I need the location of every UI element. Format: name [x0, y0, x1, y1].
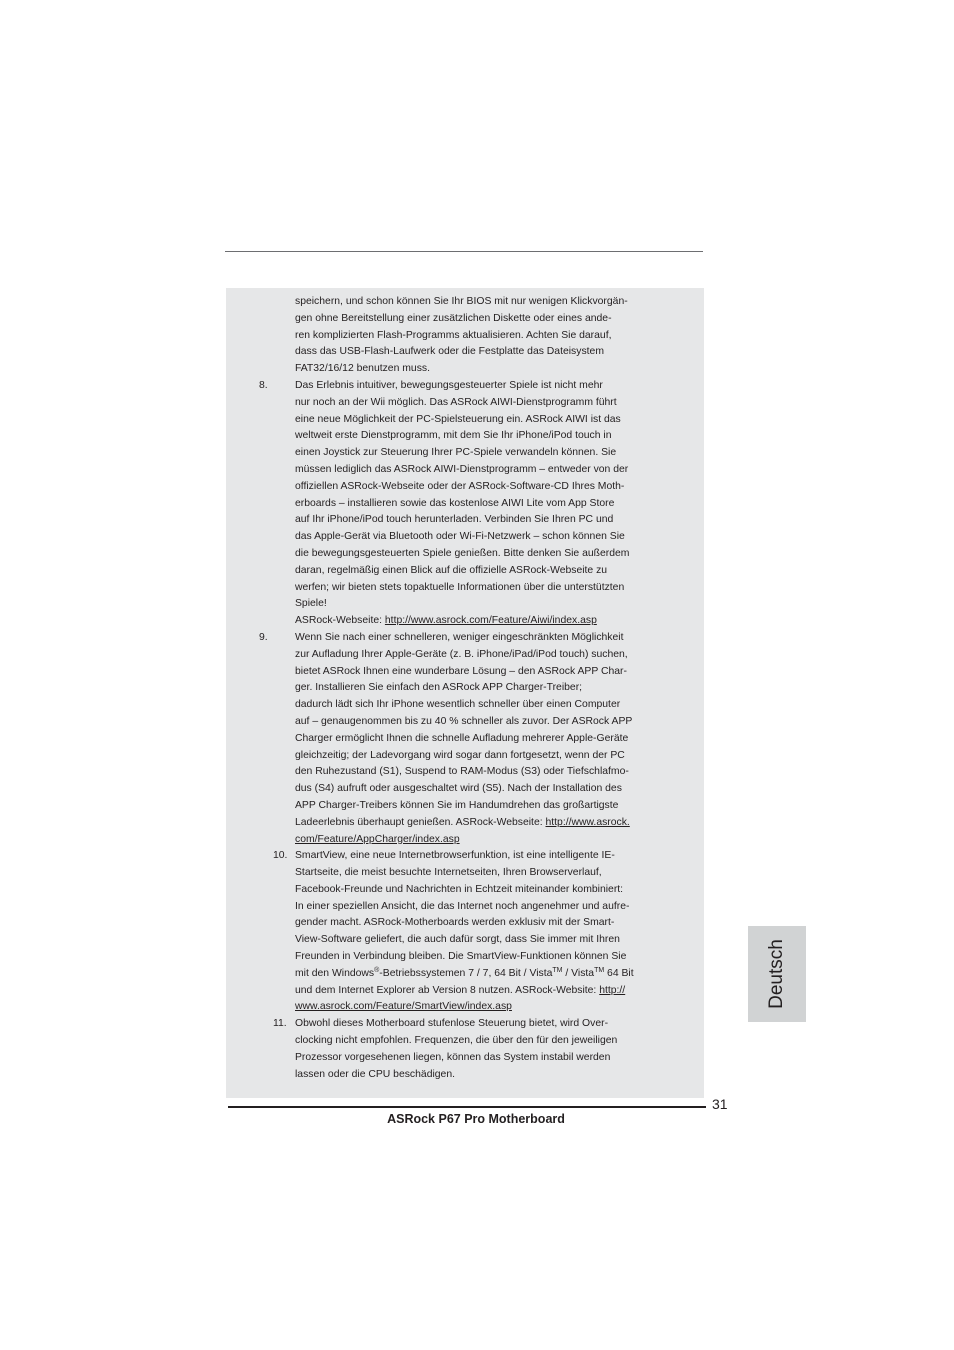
text-line: SmartView, eine neue Internetbrowserfunktion, ist eine intelligente IE- — [295, 850, 615, 862]
text-line: auf – genaugenommen bis zu 40 % schneller als zuvor. Der ASRock APP — [295, 715, 633, 727]
os-text: 64 Bit — [604, 967, 634, 979]
top-divider — [225, 251, 703, 252]
text-line: dadurch lädt sich Ihr iPhone wesentlich schneller über einen Computer — [295, 699, 621, 711]
text-line: Freunden in Verbindung bleiben. Die SmartView-Funktionen können Sie — [295, 951, 627, 963]
os-text: -Betriebssystemen 7 / 7, 64 Bit / Vista — [379, 967, 553, 979]
registered-mark: ® — [374, 966, 380, 974]
item-number: 8. — [259, 379, 268, 391]
text-line: offiziellen ASRock-Webseite oder der ASRock-Software-CD Ihres Moth- — [295, 480, 625, 492]
text-line: Charger ermöglicht Ihnen die schnelle Aufladung mehrerer Apple-Geräte — [295, 732, 629, 744]
smartview-link-cont[interactable]: www.asrock.com/Feature/SmartView/index.asp — [295, 1001, 512, 1013]
text-line: zur Aufladung Ihrer Apple-Geräte (z. B. iPhone/iPad/iPod touch) suchen, — [295, 648, 628, 660]
bottom-divider — [228, 1106, 706, 1108]
os-text: mit den Windows — [295, 967, 375, 979]
trademark-mark: TM — [594, 966, 605, 974]
website-label: und dem Internet Explorer ab Version 8 nutzen. ASRock-Website: — [295, 984, 600, 996]
list-item-11 — [226, 1016, 704, 1083]
text-line: FAT32/16/12 benutzen muss. — [295, 363, 430, 375]
text-line: View-Software geliefert, die auch dafür sorgt, dass Sie immer mit Ihren — [295, 934, 620, 946]
text-line: erboards – installieren sowie das kostenlose AIWI Lite vom App Store — [295, 497, 615, 509]
text-line: clocking nicht empfohlen. Frequenzen, die über den für den jeweiligen — [295, 1035, 618, 1047]
text-line: weltweit erste Dienstprogramm, mit dem Sie Ihr iPhone/iPod touch in — [295, 430, 612, 442]
item-number: 11. — [273, 1018, 287, 1030]
text-line: Spiele! — [295, 598, 327, 610]
link-continuation — [295, 999, 704, 1016]
language-label: Deutsch — [766, 939, 787, 1009]
website-line — [295, 983, 704, 1000]
smartview-link[interactable]: http:// — [599, 984, 626, 996]
os-text: / Vista — [562, 967, 595, 979]
text-line: bietet ASRock Ihnen eine wunderbare Lösung – den ASRock APP Char- — [295, 665, 627, 677]
text-line: ren komplizierten Flash-Programms aktualisieren. Achten Sie darauf, — [295, 329, 612, 341]
website-label: Ladeerlebnis überhaupt genießen. ASRock-Webseite: — [295, 816, 546, 828]
text-line: gender macht. ASRock-Motherboards werden exklusiv mit der Smart- — [295, 917, 615, 929]
text-line: das Apple-Gerät via Bluetooth oder Wi-Fi-Netzwerk – schon können Sie — [295, 531, 625, 543]
website-label: ASRock-Webseite: — [295, 615, 385, 627]
intro-paragraph — [226, 294, 704, 378]
list-item-8 — [226, 378, 704, 630]
text-line: dus (S4) aufruft oder ausgeschaltet wird (S5). Nach der Installation des — [295, 783, 622, 795]
text-line: auf Ihr iPhone/iPod touch herunterladen. Verbinden Sie Ihren PC und — [295, 514, 614, 526]
text-line: Prozessor vorgesehenen liegen, können das System instabil werden — [295, 1051, 611, 1063]
item-number: 9. — [259, 631, 268, 643]
text-line: Obwohl dieses Motherboard stufenlose Steuerung bietet, wird Over- — [295, 1018, 609, 1030]
list-item-9 — [226, 630, 704, 848]
text-line: die bewegungsgesteuerten Spiele genießen. Bitte denken Sie außerdem — [295, 547, 630, 559]
text-line: Wenn Sie nach einer schnelleren, weniger eingeschränkten Möglichkeit — [295, 631, 624, 643]
text-line: In einer speziellen Ansicht, die das Internet noch angenehmer und aufre- — [295, 900, 630, 912]
text-line: einen Joystick zur Steuerung Ihrer PC-Spiele verwandeln können. Sie — [295, 447, 617, 459]
text-line: nur noch an der Wii möglich. Das ASRock AIWI-Dienstprogramm führt — [295, 396, 617, 408]
text-line: speichern, und schon können Sie Ihr BIOS mit nur wenigen Klickvorgän- — [295, 296, 628, 307]
footer-title: ASRock P67 Pro Motherboard — [387, 1112, 565, 1126]
trademark-mark: TM — [552, 966, 563, 974]
text-line: den Ruhezustand (S1), Suspend to RAM-Modus (S3) oder Tiefschlafmo- — [295, 766, 629, 778]
website-line — [295, 613, 704, 630]
text-line: gleichzeitig; der Ladevorgang wird sogar dann fortgesetzt, wenn der PC — [295, 749, 625, 761]
text-line: Das Erlebnis intuitiver, bewegungsgesteuerter Spiele ist nicht mehr — [295, 379, 603, 391]
aiwi-link[interactable]: http://www.asrock.com/Feature/Aiwi/index.asp — [384, 615, 597, 627]
text-line: APP Charger-Treibers können Sie im Handumdrehen das großartigste — [295, 799, 619, 811]
os-line — [295, 966, 704, 983]
text-line: lassen oder die CPU beschädigen. — [295, 1068, 455, 1080]
text-line: Startseite, die meist besuchte Internetseiten, Ihren Browserverlauf, — [295, 867, 602, 879]
text-line: werfen; wir bieten stets topaktuelle Informationen über die unterstützten — [295, 581, 625, 593]
link-continuation — [295, 832, 704, 849]
website-line — [295, 815, 704, 832]
appcharger-link[interactable]: http://www.asrock. — [545, 816, 630, 828]
text-line: Facebook-Freunde und Nachrichten in Echtzeit miteinander kombiniert: — [295, 883, 624, 895]
item-number: 10. — [273, 850, 288, 862]
text-line: müssen lediglich das ASRock AIWI-Dienstprogramm – entweder von der — [295, 463, 629, 475]
appcharger-link-cont[interactable]: com/Feature/AppCharger/index.asp — [295, 833, 460, 845]
text-line: eine neue Möglichkeit der PC-Spielsteuerung ein. ASRock AIWI ist das — [295, 413, 621, 425]
text-line: dass das USB-Flash-Laufwerk oder die Festplatte das Dateisystem — [295, 346, 604, 358]
document-body — [226, 294, 704, 1083]
language-tab — [748, 926, 806, 1022]
text-line: daran, regelmäßig einen Blick auf die offizielle ASRock-Webseite zu — [295, 564, 608, 576]
page-number: 31 — [712, 1096, 728, 1112]
text-line: gen ohne Bereitstellung einer zusätzlichen Diskette oder eines ande- — [295, 312, 612, 324]
text-line: ger. Installieren Sie einfach den ASRock APP Charger-Treiber; — [295, 682, 583, 694]
list-item-10 — [226, 848, 704, 1016]
